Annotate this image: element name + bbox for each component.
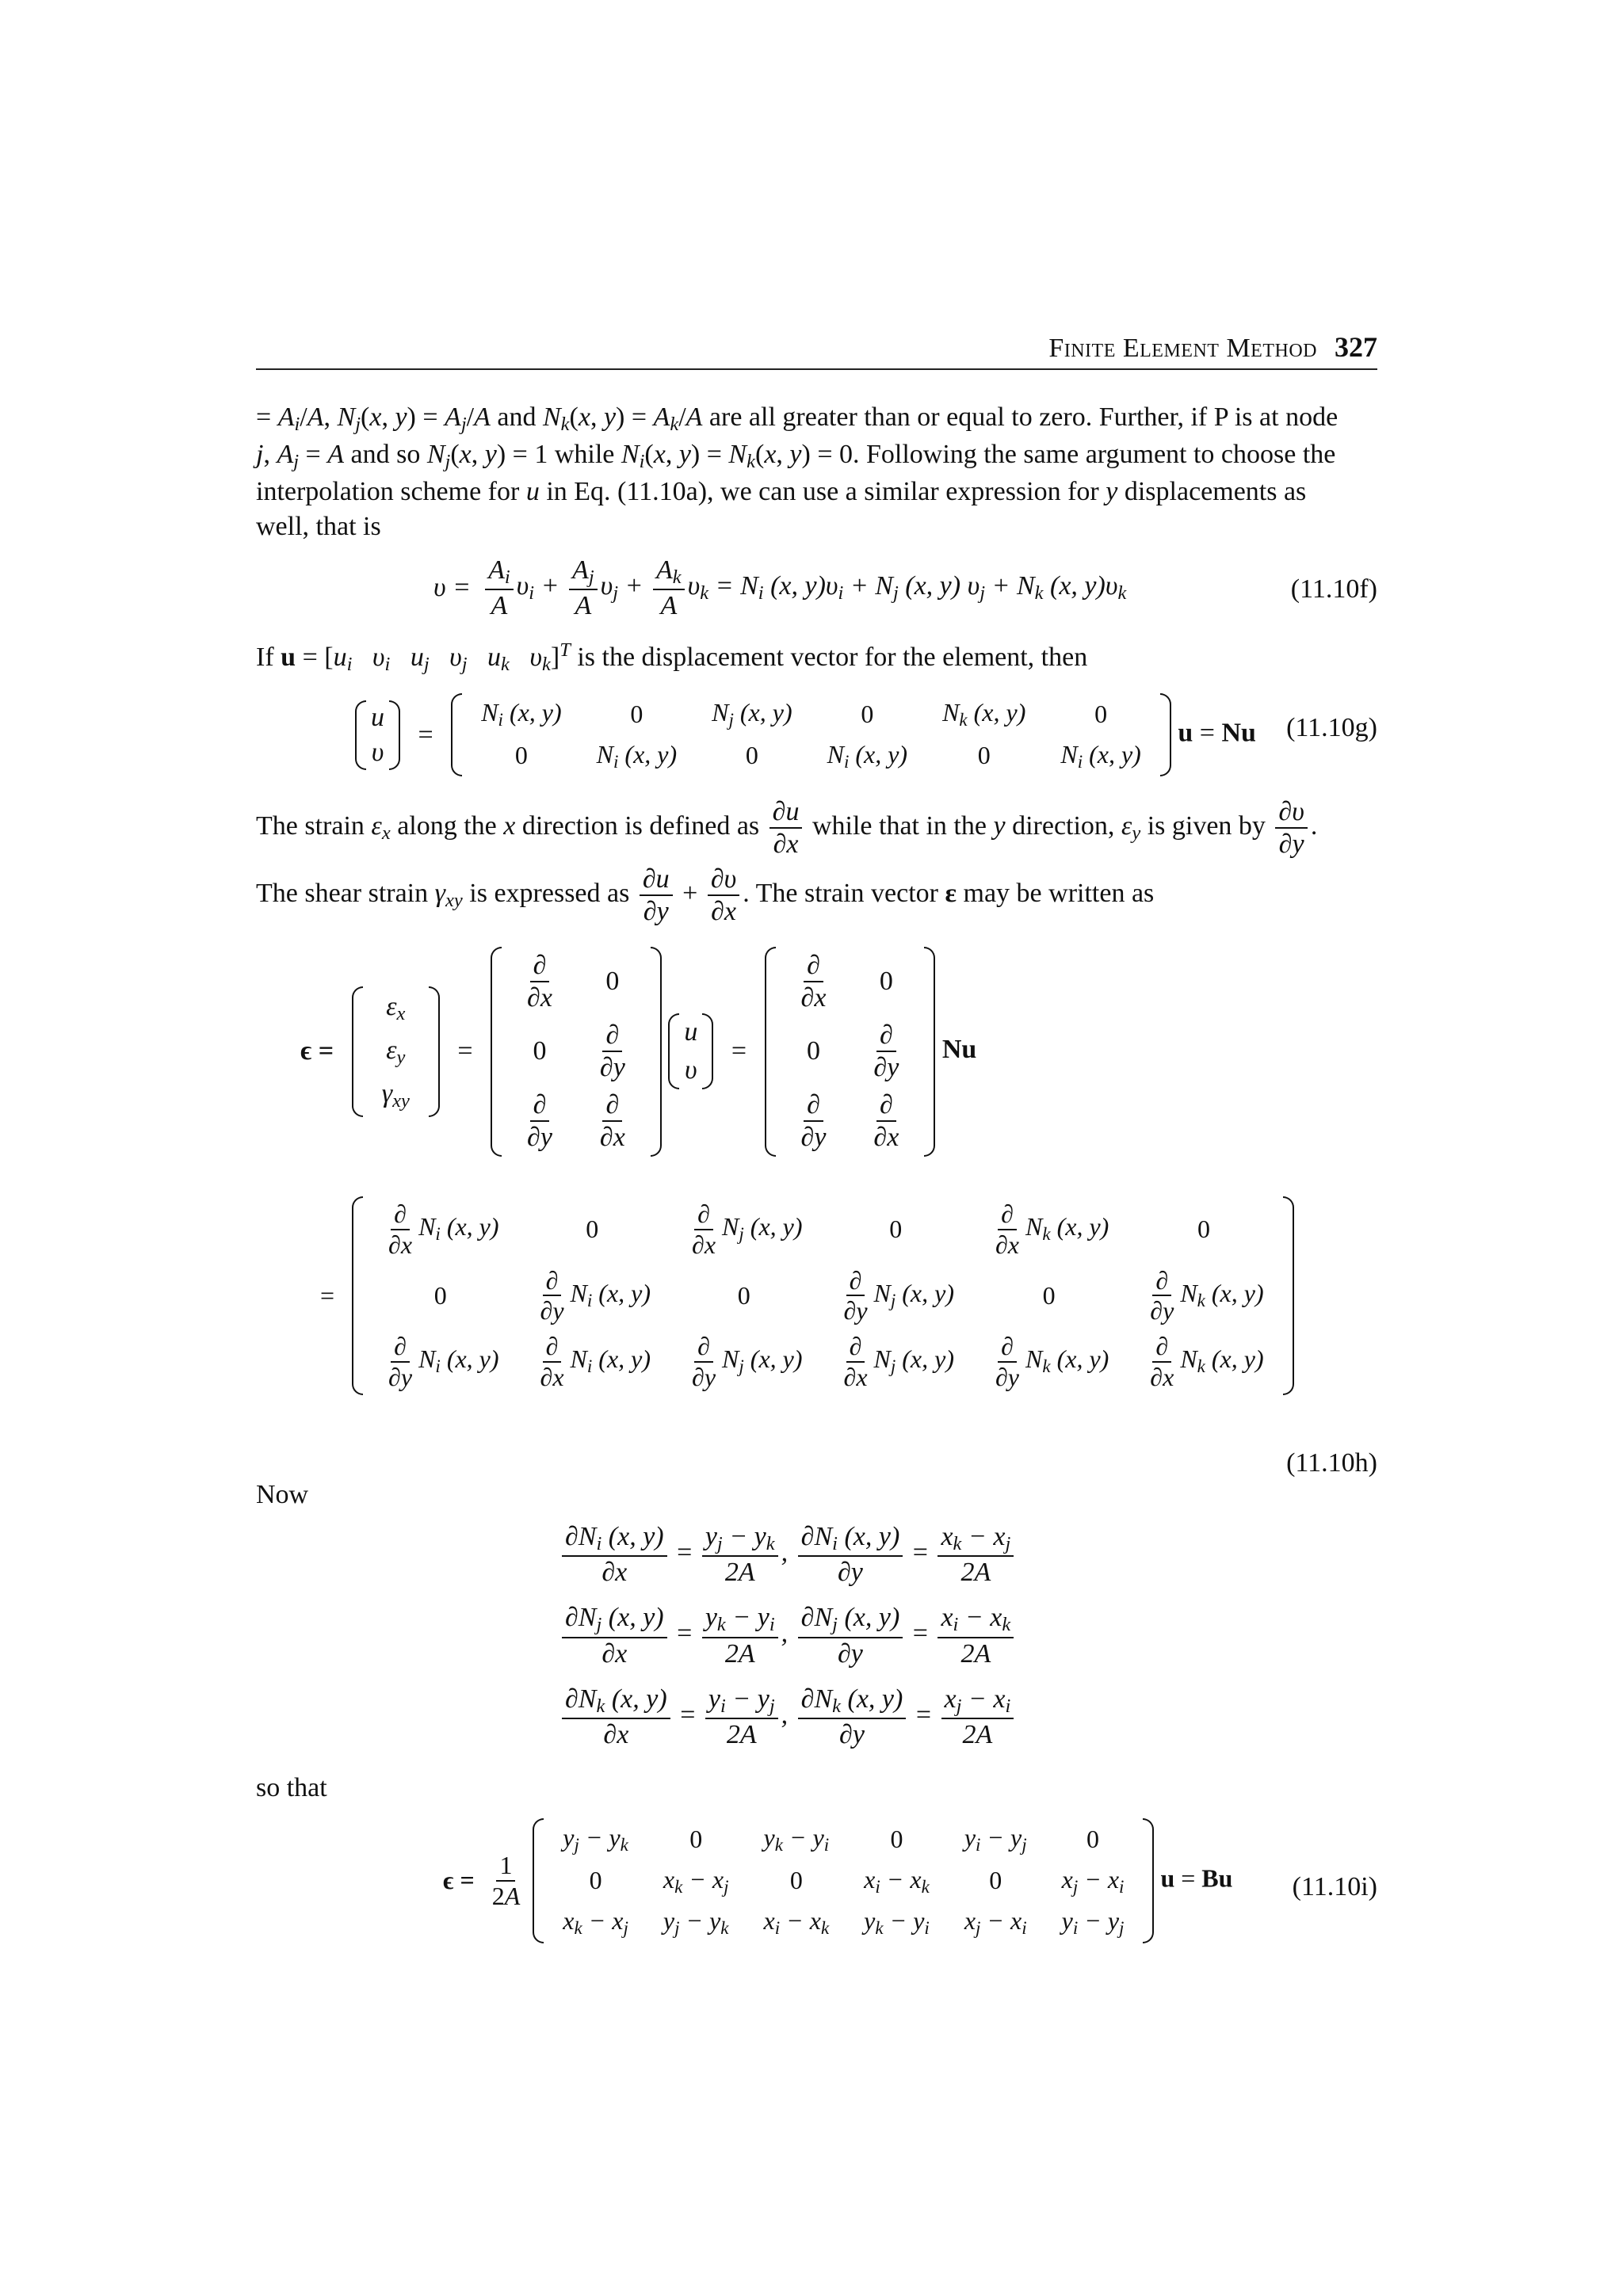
equation-tag-11-10f: (11.10f): [1290, 574, 1377, 604]
strain-text-e: direction,: [1012, 810, 1115, 841]
equation-tag-11-10h: (11.10h): [1286, 1448, 1377, 1478]
displacement-vector-line: If $u = [u_i$ $\upsilon_i$ $u_j$ $\upsilon_j$ $u_k$ $\upsilon_k]^T$ is the displacement vector for the element, then: [256, 639, 1088, 676]
derivative-row-k: $\frac{\partial N_k (x, y)}{\partial x}$ = $\frac{y_i - y_j}{2A}$ , $\frac{\partial N_k (x, y)}{\partial y}$ = $\frac{x_j - x_i}{2A}$: [559, 1684, 1017, 1750]
derivative-row-j: $\frac{\partial N_j (x, y)}{\partial x}$ = $\frac{y_k - y_i}{2A}$ , $\frac{\partial N_j (x, y)}{\partial y}$ = $\frac{x_i - x_k}{2A}$: [559, 1602, 1017, 1669]
strain-text-a: The strain: [256, 810, 365, 841]
shape-function-derivatives: [559, 1521, 1017, 1750]
para-line-1: = $A_i/A$, $N_j(x$, $y) = A_j/A$ and $N_k(x$, $y) = A_k/A$ are all greater than or equal to zero. Further, if P is at node: [256, 402, 1338, 436]
header-title: Finite Element Method: [1048, 334, 1317, 363]
strain-text-i: . The strain vector: [743, 878, 938, 908]
equation-11-10g: [256, 693, 1377, 772]
now-word: Now: [256, 1480, 309, 1509]
so-that-words: so that: [256, 1773, 327, 1802]
para-line-2: j, $A_j = A$ and so $N_j(x$, y) = 1 while $N_i(x$, $y) = N_k(x$, y) = 0. Following the same argument to choose the: [256, 439, 1336, 473]
strain-matrix-equation: = $\frac{\partial}{\partial x}$ $N_i$ (x, y) 0 $\frac{\partial}{\partial x}$ $N_j$ (x, y) 0 $\frac{\partial}{\partial x}$ $N_k$ (x, y) 0 0 $\frac{\partial}{\partial y}$ $N_i$ (x, y) 0 $\frac{\partial}{\partial y}$ $N_j$ (x, y) 0 $\frac{\partial}{\partial y}$ $N_k$ (x, y) $\frac{\partial}{\partial y}$ $N_i$ (x, y) $\frac{\partial}{\partial x}$ $N_i$ (x, y) $\frac{\partial}{\partial y}$ $N_j$ (x, y) $\frac{\partial}{\partial x}$ $N_j$ (x, y) $\frac{\partial}{\partial y}$ $N_k$ (x, y) $\frac{\partial}{\partial x}$ $N_k$ (x, y): [309, 1196, 1294, 1395]
strain-text-c: direction is defined as: [521, 810, 760, 841]
strain-definition-line: The strain $\varepsilon_x$ along the x direction is defined as $\frac{\partial u}{\partial x}$ while that in the y direction, $\varepsilon_y$ is given by $\frac{\partial\upsilon}{\partial y}$ .: [256, 797, 1318, 860]
strain-text-h: is expressed as: [469, 878, 630, 908]
equation-11-10i-body: ϵ = $\frac{1}{2A}$ $y_j - y_k$ 0 $y_k - y_i$ 0 $y_i - y_j$ 0 0 $x_k - x_j$ 0 $x_i - x_k$ 0 $x_j - x_i$ $x_k - x_j$ $y_j - y_k$ $x_i - x_k$ $y_k - y_i$ $x_j - x_i$ $y_i - y_j$ u = Bu: [432, 1818, 1232, 1943]
strain-text-d: while that in the: [812, 810, 987, 841]
para-line-2-text: . Following the same argument to choose the: [853, 439, 1336, 469]
strain-text-b: along the: [397, 810, 497, 841]
para-line-3: interpolation scheme for u in Eq. (11.10a), we can use a similar expression for y displacements as: [256, 476, 1307, 506]
equation-11-10f-body: υ = $\frac{A_i}{A}$ $\upsilon_i$ + $\frac{A_j}{A}$ $\upsilon_j$ + $\frac{A_k}{A}$ $\upsilon_k = N_i$ (x, $y)\upsilon_i + N_j$ (x, y) $\upsilon_j + N_k$ (x, $y)\upsilon_k$: [433, 555, 1127, 621]
equation-11-10f: [256, 555, 1377, 621]
running-header: [256, 329, 1377, 370]
equation-tag-11-10g: (11.10g): [1286, 713, 1377, 742]
if-word: If: [256, 643, 274, 673]
equation-11-10g-body: u υ = $N_i$ (x, y) 0 $N_j$ (x, y) 0 $N_k$ (x, y) 0 0 $N_i$ (x, y) 0 $N_i$ (x, y) 0 $N_i$ (x, y) u = Nu: [355, 693, 1256, 776]
page-number: 327: [1335, 331, 1377, 363]
then-text: is the displacement vector for the element, then: [577, 643, 1088, 673]
para-line-3-a: interpolation scheme for: [256, 476, 520, 506]
strain-vector-equation: ϵ = $\varepsilon_x$ $\varepsilon_y$ $\gamma_{xy}$ = $\frac{\partial}{\partial x}$ 0 0 $\frac{\partial}{\partial y}$ $\frac{\partial}{\partial y}$ $\frac{\partial}{\partial x}$ u υ = $\frac{\partial}{\partial x}$ 0 0 $\frac{\partial}{\partial y}$ $\frac{\partial}{\partial y}$ $\frac{\partial}{\partial x}$ Nu: [289, 947, 976, 1157]
strain-text-f: is given by: [1147, 810, 1266, 841]
derivative-row-i: $\frac{\partial N_i (x, y)}{\partial x}$ = $\frac{y_j - y_k}{2A}$ , $\frac{\partial N_i (x, y)}{\partial y}$ = $\frac{x_k - x_j}{2A}$: [559, 1521, 1017, 1588]
strain-text-g: The shear strain: [256, 878, 429, 908]
shear-strain-line: The shear strain $\gamma_{xy}$ is expressed as $\frac{\partial u}{\partial y}$ + $\frac{\partial\upsilon}{\partial x}$ . The strain vector ε may be written as: [256, 864, 1155, 927]
para-line-3-c: displacements as: [1124, 476, 1307, 506]
para-line-4: well, that is: [256, 512, 381, 542]
para-line-3-b: in Eq. (11.10a), we can use a similar expression for: [546, 476, 1099, 506]
para-line-1-text: are all greater than or equal to zero. Further, if P is at node: [708, 402, 1338, 432]
equation-tag-11-10i: (11.10i): [1292, 1872, 1377, 1901]
strain-text-j: may be written as: [963, 878, 1155, 908]
paragraph-intro: [256, 400, 1377, 544]
